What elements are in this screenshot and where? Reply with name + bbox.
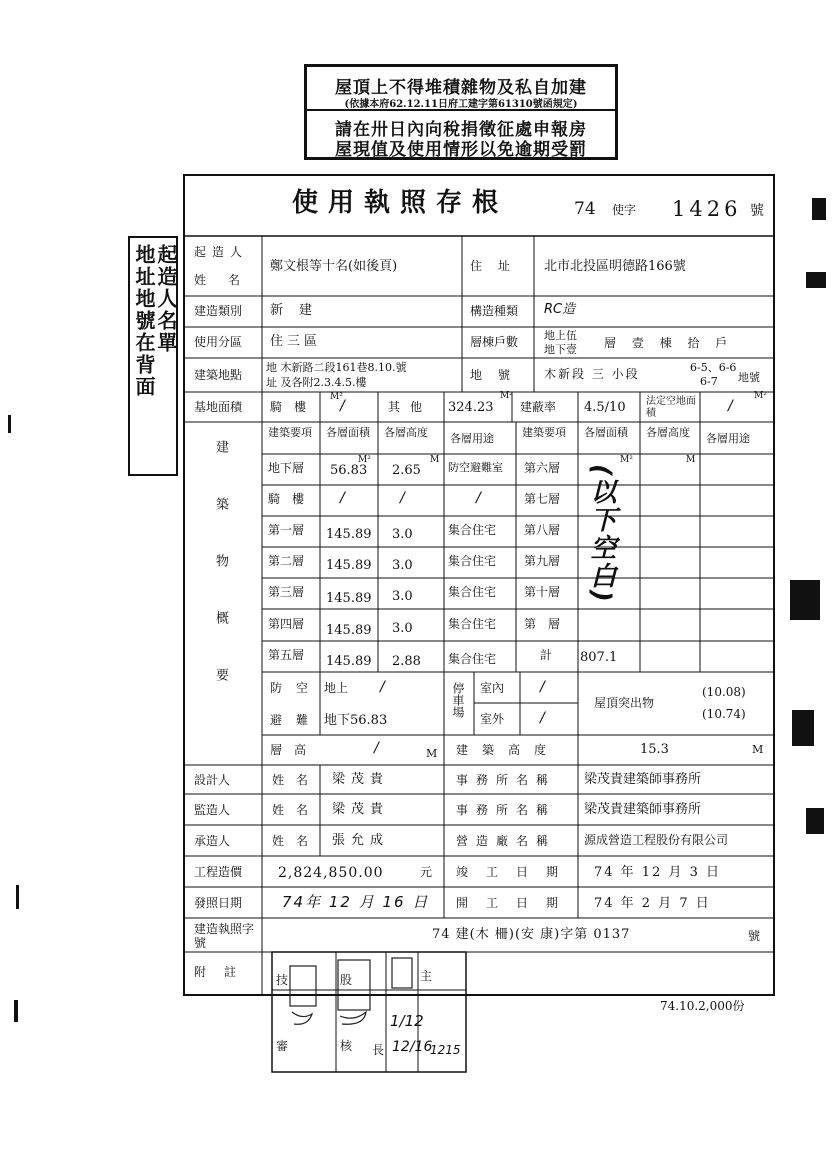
shelter-below-value: 地下56.83 (324, 713, 388, 728)
other-area-label: 其他 (388, 400, 433, 414)
signoff-head: 長 (372, 1043, 385, 1057)
row-item: 第五層 (268, 648, 305, 662)
cost-unit: 元 (420, 865, 433, 879)
building-summary-label: 建築物概要 (213, 440, 228, 725)
designer-name-label: 姓名 (272, 773, 321, 787)
seal-mark (392, 958, 412, 988)
unit-m: M (686, 455, 696, 465)
stamp-line-1: 屋頂上不得堆積雜物及私自加建 (335, 78, 587, 98)
form-title: 使用執照存根 (292, 188, 509, 218)
handwritten-blank-note: (以下空白) (586, 464, 616, 604)
row-item-right: 第十層 (524, 585, 561, 599)
address-label: 住址 (470, 259, 527, 273)
completion-label: 竣工日期 (456, 865, 577, 879)
issue-date-value: 74年 12 月 16 日 (282, 893, 430, 911)
print-code: 74.10.2,000份 (660, 999, 745, 1013)
row-item-right: 第九層 (524, 554, 561, 568)
row-item-right: 第 層 (524, 617, 561, 631)
edge-mark (806, 808, 824, 834)
notes-label: 附註 (194, 965, 255, 979)
floors-below: 地下壹 (544, 343, 577, 356)
address-value: 北市北投區明德路166號 (544, 259, 686, 274)
row-item: 第二層 (268, 554, 305, 568)
site-label: 建築地點 (194, 368, 243, 382)
owner-value: 鄭文根等十名(如後頁) (270, 259, 398, 274)
row-item: 地下層 (268, 461, 305, 475)
owner-label-a: 起造人 (194, 245, 249, 259)
total-area: 807.1 (580, 650, 618, 665)
parking-indoor-value: / (540, 679, 545, 695)
row-use: 集合住宅 (448, 523, 497, 537)
row-area: 56.83 (330, 463, 368, 478)
row-item: 第一層 (268, 523, 305, 537)
row-item-right: 第七層 (524, 492, 561, 506)
col-item-header-right: 建築要項 (522, 426, 566, 439)
lot-label: 地號 (470, 368, 527, 382)
row-item-right: 第六層 (524, 461, 561, 475)
contractor-role: 承造人 (194, 834, 231, 848)
row-use: 集合住宅 (448, 585, 497, 599)
supervisor-org-label: 事務所名稱 (456, 803, 557, 817)
signoff-date-2: 12/16 (392, 1039, 433, 1055)
signoff-tech: 技 (276, 973, 289, 987)
edge-mark (812, 198, 826, 220)
row-height: 2.88 (392, 654, 421, 669)
lot-suffix: 地號 (738, 371, 760, 384)
permit-year: 74 (574, 199, 596, 219)
permit-suffix: 號 (750, 203, 764, 219)
signoff-approve: 核 (340, 1039, 353, 1053)
row-height: 3.0 (392, 589, 413, 604)
cost-label: 工程造價 (194, 865, 243, 879)
row-item-right: 計 (540, 648, 553, 662)
signoff-review: 審 (276, 1039, 289, 1053)
floors-value: 層 壹 棟 拾 戶 (604, 336, 734, 350)
row-height: 3.0 (392, 527, 413, 542)
contractor-org: 源成營造工程股份有限公司 (584, 833, 729, 847)
completion-date: 74 年 12 月 3 日 (594, 865, 722, 880)
legal-open-space-label: 法定空地面積 (646, 396, 696, 419)
shelter-label-b: 避難 (270, 713, 323, 727)
floors-above: 地上伍 (544, 329, 577, 342)
supervisor-org: 梁茂貴建築師事務所 (584, 802, 702, 817)
seal-mark (340, 1012, 366, 1024)
row-item: 騎樓 (268, 492, 317, 506)
structure-value: RC造 (544, 302, 576, 317)
lot-numbers-2: 6-7 (700, 375, 718, 388)
col-height-header: 各層高度 (384, 426, 428, 439)
row-area: 145.89 (326, 654, 372, 669)
stamp-line-4: 屋現值及使用情形以免逾期受罰 (335, 140, 587, 160)
floors-label: 層棟戶數 (470, 335, 519, 349)
designer-role: 設計人 (194, 773, 231, 787)
row-height: 3.0 (392, 558, 413, 573)
row-use: 集合住宅 (448, 554, 497, 568)
parking-label: 停車場 (451, 682, 465, 718)
row-height: / (400, 490, 405, 506)
build-type-value: 新建 (270, 303, 329, 318)
building-height-label: 建築高度 (456, 743, 561, 757)
shelter-above-label: 地上 (324, 681, 349, 695)
col-use-header: 各層用途 (450, 432, 494, 445)
storey-height-unit: M (426, 747, 438, 760)
start-date-label: 開工日期 (456, 896, 577, 910)
build-permit-suffix: 號 (748, 929, 761, 943)
parking-outdoor-value: / (540, 710, 545, 726)
row-use: 集合住宅 (448, 652, 497, 666)
side-stamp-col-1: 起造人名單 (154, 244, 178, 354)
col-use-header-right: 各層用途 (706, 432, 750, 445)
storey-height-value: / (374, 740, 379, 756)
parking-outdoor: 室外 (480, 712, 505, 726)
other-area-unit: M² (500, 391, 513, 401)
supervisor-name-label: 姓名 (272, 803, 321, 817)
row-use: 集合住宅 (448, 617, 497, 631)
structure-label: 構造種類 (470, 304, 519, 318)
build-type-label: 建造類別 (194, 304, 243, 318)
owner-label-b: 姓名 (194, 273, 263, 287)
edge-mark (8, 415, 11, 433)
arcade-area-label: 騎樓 (270, 400, 319, 414)
site-value-line-1: 地 木新路二段161巷8.10.號 (266, 361, 407, 374)
supervisor-role: 監造人 (194, 803, 231, 817)
permit-word: 使字 (612, 203, 637, 217)
col-height-header-right: 各層高度 (646, 426, 690, 439)
cost-value: 2,824,850.00 (278, 865, 384, 881)
unit-m2: M² (358, 455, 371, 465)
legal-open-space-value: / (728, 398, 733, 414)
edge-mark (14, 1000, 18, 1022)
designer-name: 梁茂貴 (332, 772, 390, 787)
other-area-value: 324.23 (448, 400, 494, 415)
row-area: 145.89 (326, 623, 372, 638)
legal-open-space-unit: M² (754, 391, 767, 401)
shelter-label-a: 防空 (270, 681, 323, 695)
arcade-area-unit: M² (330, 392, 343, 402)
row-use: 防空避難室 (448, 461, 503, 474)
stamp-line-2: (依據本府62.12.11日府工建字第61310號函規定) (344, 99, 578, 110)
row-height: 2.65 (392, 463, 421, 478)
signoff-chief: 主 (420, 969, 433, 983)
site-value-line-2: 址 及各附2.3.4.5.樓 (266, 376, 367, 389)
edge-mark (792, 710, 814, 746)
roof-value-1: (10.08) (702, 685, 746, 699)
signoff-date-1: 1/12 (390, 1012, 424, 1030)
coverage-label: 建蔽率 (520, 400, 557, 414)
col-item-header: 建築要項 (268, 426, 312, 439)
unit-m: M (430, 455, 440, 465)
signoff-date-3: 1215 (430, 1043, 461, 1057)
permit-number: 1426 (672, 197, 742, 221)
row-area: 145.89 (326, 591, 372, 606)
seal-mark (290, 966, 316, 1006)
seal-mark (338, 960, 370, 1010)
roof-value-2: (10.74) (702, 707, 746, 721)
seal-mark (292, 1012, 312, 1024)
edge-mark (16, 885, 19, 909)
row-item-right: 第八層 (524, 523, 561, 537)
row-height: 3.0 (392, 621, 413, 636)
building-height-unit: M (752, 743, 764, 756)
side-stamp-col-2: 地址地號在背面 (132, 244, 156, 398)
signoff-section: 股 (340, 973, 353, 987)
lot-value: 木新段 三 小段 (544, 367, 640, 381)
designer-org: 梁茂貴建築師事務所 (584, 772, 702, 787)
row-item: 第四層 (268, 617, 305, 631)
col-area-header: 各層面積 (326, 426, 370, 439)
use-zone-value: 住三區 (270, 334, 322, 349)
row-use: / (476, 490, 481, 506)
build-permit-label: 建造執照字號 (194, 922, 255, 950)
row-area: 145.89 (326, 527, 372, 542)
coverage-value: 4.5/10 (584, 400, 626, 415)
arcade-area-value: / (340, 398, 345, 414)
lot-numbers-1: 6-5、6-6 (690, 361, 737, 374)
build-permit-value: 74 建(木 柵)(安 康)字第 0137 (432, 927, 631, 942)
parking-indoor: 室內 (480, 681, 505, 695)
edge-mark (790, 580, 820, 620)
supervisor-name: 梁茂貴 (332, 802, 390, 817)
storey-height-label: 層高 (270, 743, 319, 757)
row-area: / (340, 490, 345, 506)
roof-projection-label: 屋頂突出物 (594, 696, 655, 710)
contractor-name: 張允成 (332, 833, 390, 848)
start-date-value: 74 年 2 月 7 日 (594, 896, 711, 911)
site-area-label: 基地面積 (194, 400, 243, 414)
contractor-name-label: 姓名 (272, 834, 321, 848)
edge-mark (806, 272, 826, 288)
designer-org-label: 事務所名稱 (456, 773, 557, 787)
stamp-line-3: 請在卅日內向稅捐徵征處申報房 (335, 120, 587, 140)
col-area-header-right: 各層面積 (584, 426, 628, 439)
building-height-value: 15.3 (640, 742, 669, 757)
unit-m2: M² (620, 455, 633, 465)
shelter-above-value: / (380, 679, 385, 695)
use-zone-label: 使用分區 (194, 335, 243, 349)
row-item: 第三層 (268, 585, 305, 599)
issue-date-label: 發照日期 (194, 896, 243, 910)
row-area: 145.89 (326, 558, 372, 573)
contractor-org-label: 營造廠名稱 (456, 834, 557, 848)
